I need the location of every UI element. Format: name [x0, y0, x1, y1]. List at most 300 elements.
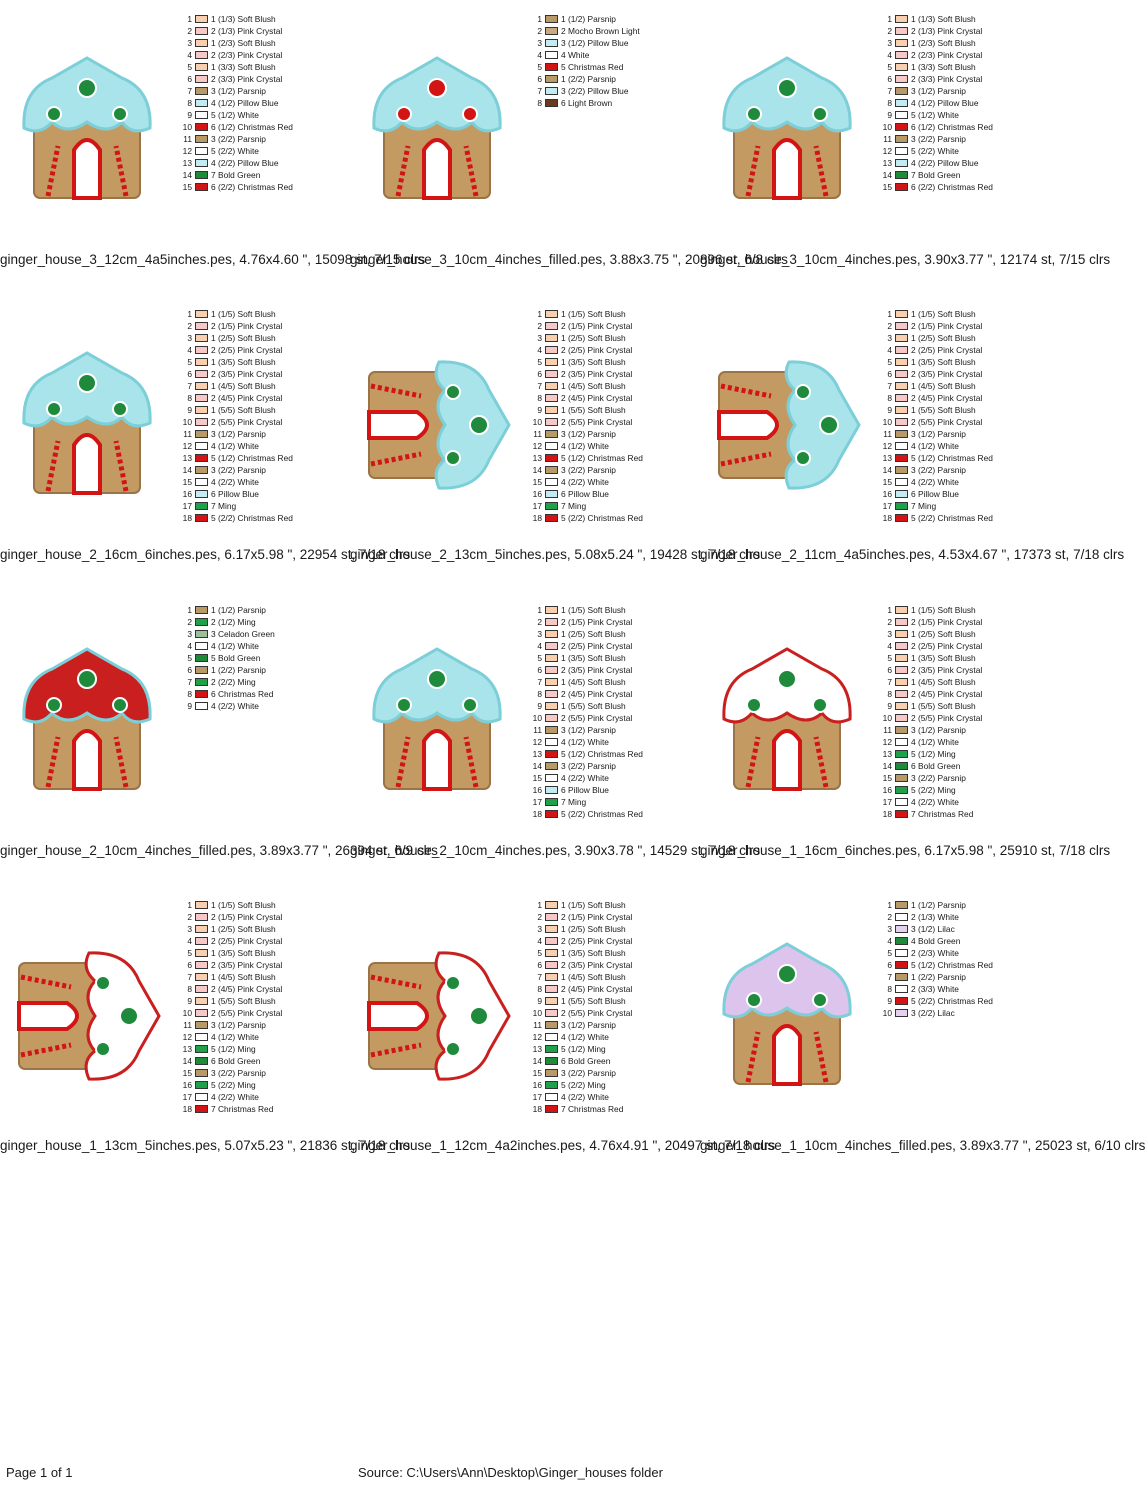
thread-label: 6 Pillow Blue [561, 489, 609, 499]
thread-color-swatch [895, 135, 908, 143]
thread-number: 6 [887, 665, 892, 675]
thread-color-swatch [895, 774, 908, 782]
thread-number: 13 [532, 1044, 542, 1054]
thread-number: 7 [187, 677, 192, 687]
thread-row [880, 133, 1045, 145]
thread-color-swatch [545, 913, 558, 921]
thread-label: 1 (1/2) Parsnip [211, 605, 266, 615]
thread-label: 3 (2/2) Parsnip [561, 465, 616, 475]
thread-label: 7 Ming [211, 501, 237, 511]
thread-color-swatch [895, 642, 908, 650]
thread-color-swatch [195, 1093, 208, 1101]
thread-label: 2 (2/5) Pink Crystal [211, 936, 283, 946]
thread-label: 5 (2/2) Ming [911, 785, 956, 795]
design-cell-6 [700, 295, 1125, 590]
thread-label: 2 (2/3) White [911, 948, 959, 958]
thread-number: 15 [182, 477, 192, 487]
thread-row [530, 676, 695, 688]
thread-color-swatch [895, 514, 908, 522]
thread-row [880, 736, 1045, 748]
thread-color-swatch [195, 1069, 208, 1077]
thread-color-swatch [895, 618, 908, 626]
thread-number: 17 [532, 797, 542, 807]
thread-number: 6 [537, 369, 542, 379]
thread-row [880, 724, 1045, 736]
thread-number: 4 [887, 936, 892, 946]
design-caption: ginger_house_2_10cm_4inches.pes, 3.90x3.78 ", 14529 st, 7/18 clrs [350, 843, 761, 858]
thread-label: 3 (1/2) Parsnip [561, 429, 616, 439]
thread-number: 10 [182, 1008, 192, 1018]
thread-color-swatch [545, 382, 558, 390]
thread-number: 6 [187, 74, 192, 84]
thread-row [180, 1007, 345, 1019]
thread-label: 5 (2/2) Christmas Red [211, 513, 293, 523]
thread-number: 5 [187, 948, 192, 958]
design-thumbnail [12, 641, 162, 801]
thread-row [880, 796, 1045, 808]
thread-legend [530, 13, 695, 109]
thread-row [530, 724, 695, 736]
thread-row [880, 440, 1045, 452]
thread-number: 3 [537, 629, 542, 639]
thread-number: 9 [537, 701, 542, 711]
thread-color-swatch [545, 810, 558, 818]
thread-row [530, 332, 695, 344]
thread-label: 4 (2/2) White [911, 477, 959, 487]
thread-label: 1 (3/5) Soft Blush [211, 357, 276, 367]
thread-row [530, 616, 695, 628]
design-thumbnail [712, 641, 862, 801]
thread-row [530, 640, 695, 652]
thread-row [880, 652, 1045, 664]
thread-color-swatch [895, 726, 908, 734]
thread-label: 6 Bold Green [211, 1056, 261, 1066]
thread-label: 1 (5/5) Soft Blush [561, 996, 626, 1006]
thread-label: 4 (2/2) White [911, 797, 959, 807]
thread-label: 2 (1/3) Pink Crystal [211, 26, 283, 36]
thread-number: 7 [537, 381, 542, 391]
thread-row [530, 1007, 695, 1019]
thread-label: 1 (3/3) Soft Blush [911, 62, 976, 72]
design-cell-12 [700, 886, 1145, 1181]
thread-legend [880, 13, 1045, 193]
thread-label: 1 (1/5) Soft Blush [211, 309, 276, 319]
thread-label: 1 (1/3) Soft Blush [211, 14, 276, 24]
thread-label: 4 White [561, 50, 590, 60]
thread-color-swatch [545, 973, 558, 981]
thread-label: 1 (1/5) Soft Blush [911, 605, 976, 615]
thread-color-swatch [545, 642, 558, 650]
thread-row [880, 85, 1045, 97]
thread-number: 11 [533, 1020, 542, 1030]
thread-label: 7 Ming [561, 797, 587, 807]
thread-number: 2 [187, 321, 192, 331]
thread-color-swatch [195, 997, 208, 1005]
thread-row [530, 416, 695, 428]
thread-label: 6 (2/2) Christmas Red [211, 182, 293, 192]
thread-number: 13 [182, 453, 192, 463]
thread-label: 7 Christmas Red [211, 1104, 274, 1114]
thread-label: 2 (3/5) Pink Crystal [211, 960, 283, 970]
thread-number: 17 [532, 1092, 542, 1102]
thread-color-swatch [895, 322, 908, 330]
thread-label: 1 (2/5) Soft Blush [211, 924, 276, 934]
thread-color-swatch [545, 51, 558, 59]
thread-number: 12 [532, 1032, 542, 1042]
thread-row [530, 464, 695, 476]
thread-color-swatch [545, 1081, 558, 1089]
thread-row [180, 1103, 345, 1115]
thread-number: 13 [532, 749, 542, 759]
thread-label: 2 (1/5) Pink Crystal [911, 617, 983, 627]
thread-number: 12 [182, 146, 192, 156]
thread-label: 2 (1/5) Pink Crystal [561, 912, 633, 922]
thread-label: 4 (2/2) White [561, 1092, 609, 1102]
design-thumbnail [12, 936, 162, 1096]
thread-row [180, 320, 345, 332]
thread-color-swatch [545, 1033, 558, 1041]
thread-row [880, 748, 1045, 760]
thread-color-swatch [895, 654, 908, 662]
thread-number: 7 [887, 381, 892, 391]
thread-color-swatch [545, 490, 558, 498]
thread-row [880, 676, 1045, 688]
thread-color-swatch [545, 702, 558, 710]
thread-row [880, 604, 1045, 616]
thread-number: 15 [532, 1068, 542, 1078]
thread-color-swatch [545, 961, 558, 969]
thread-label: 4 (2/2) White [561, 477, 609, 487]
thread-color-swatch [895, 39, 908, 47]
thread-color-swatch [895, 1009, 908, 1017]
thread-label: 7 Bold Green [211, 170, 261, 180]
thread-row [880, 37, 1045, 49]
thread-color-swatch [545, 654, 558, 662]
thread-row [880, 688, 1045, 700]
thread-number: 5 [187, 653, 192, 663]
thread-label: 1 (1/5) Soft Blush [561, 309, 626, 319]
thread-number: 14 [182, 170, 192, 180]
thread-number: 18 [882, 809, 892, 819]
thread-number: 6 [887, 960, 892, 970]
thread-number: 3 [887, 924, 892, 934]
thread-number: 16 [182, 1080, 192, 1090]
thread-color-swatch [895, 147, 908, 155]
thread-number: 9 [887, 701, 892, 711]
thread-label: 4 (1/2) White [911, 737, 959, 747]
thread-number: 16 [532, 785, 542, 795]
thread-number: 6 [537, 665, 542, 675]
thread-number: 1 [887, 605, 892, 615]
thread-color-swatch [895, 606, 908, 614]
thread-color-swatch [545, 346, 558, 354]
thread-row [530, 712, 695, 724]
thread-number: 9 [537, 405, 542, 415]
thread-label: 1 (5/5) Soft Blush [911, 405, 976, 415]
thread-label: 3 (1/2) Parsnip [911, 725, 966, 735]
thread-label: 2 (1/5) Pink Crystal [211, 321, 283, 331]
thread-row [180, 959, 345, 971]
thread-color-swatch [195, 382, 208, 390]
thread-label: 1 (1/3) Soft Blush [911, 14, 976, 24]
thread-color-swatch [545, 1057, 558, 1065]
thread-legend [880, 604, 1045, 820]
thread-label: 4 (2/2) White [211, 1092, 259, 1102]
thread-color-swatch [895, 478, 908, 486]
thread-row [880, 157, 1045, 169]
thread-number: 3 [887, 629, 892, 639]
thread-label: 4 (1/2) White [211, 641, 259, 651]
thread-legend [880, 308, 1045, 524]
thread-label: 2 (4/5) Pink Crystal [211, 984, 283, 994]
thread-number: 3 [887, 38, 892, 48]
thread-number: 5 [187, 357, 192, 367]
thread-number: 5 [537, 948, 542, 958]
thread-label: 2 (4/5) Pink Crystal [561, 984, 633, 994]
thread-row [180, 1019, 345, 1031]
thread-number: 10 [882, 417, 892, 427]
thread-label: 1 (4/5) Soft Blush [561, 381, 626, 391]
thread-label: 2 (3/5) Pink Crystal [911, 369, 983, 379]
thread-label: 5 (1/2) Christmas Red [561, 749, 643, 759]
thread-number: 2 [887, 26, 892, 36]
thread-label: 6 Bold Green [561, 1056, 611, 1066]
thread-number: 2 [187, 912, 192, 922]
thread-number: 8 [887, 98, 892, 108]
thread-row [880, 356, 1045, 368]
thread-color-swatch [195, 901, 208, 909]
thread-row [530, 652, 695, 664]
thread-label: 2 (3/5) Pink Crystal [561, 665, 633, 675]
thread-number: 5 [187, 62, 192, 72]
thread-row [880, 983, 1045, 995]
thread-row [180, 428, 345, 440]
thread-number: 5 [887, 62, 892, 72]
thread-row [530, 73, 695, 85]
thread-row [180, 971, 345, 983]
thread-color-swatch [895, 454, 908, 462]
thread-label: 6 Light Brown [561, 98, 613, 108]
thread-color-swatch [895, 442, 908, 450]
thread-color-swatch [545, 322, 558, 330]
thread-number: 17 [882, 501, 892, 511]
thread-color-swatch [545, 466, 558, 474]
thread-row [880, 109, 1045, 121]
thread-label: 4 (1/2) Pillow Blue [911, 98, 979, 108]
thread-label: 2 (2/5) Pink Crystal [211, 345, 283, 355]
thread-label: 3 (1/2) Lilac [911, 924, 955, 934]
thread-row [180, 700, 345, 712]
thread-number: 3 [187, 629, 192, 639]
thread-number: 12 [882, 146, 892, 156]
thread-color-swatch [895, 466, 908, 474]
thread-number: 4 [537, 345, 542, 355]
thread-color-swatch [195, 1021, 208, 1029]
thread-row [180, 404, 345, 416]
thread-label: 1 (2/3) Soft Blush [911, 38, 976, 48]
thread-color-swatch [195, 1057, 208, 1065]
thread-number: 9 [187, 701, 192, 711]
thread-number: 13 [882, 453, 892, 463]
thread-label: 7 Ming [561, 501, 587, 511]
thread-number: 8 [537, 689, 542, 699]
design-cell-8 [350, 591, 761, 886]
thread-row [880, 476, 1045, 488]
thread-label: 5 (2/2) Christmas Red [561, 513, 643, 523]
design-caption: ginger_house_1_12cm_4a2inches.pes, 4.76x4.91 ", 20497 st, 7/18 clrs [350, 1138, 776, 1153]
thread-color-swatch [895, 502, 908, 510]
thread-label: 5 (1/2) White [211, 110, 259, 120]
thread-number: 6 [187, 369, 192, 379]
thread-label: 2 (1/3) White [911, 912, 959, 922]
thread-color-swatch [195, 1081, 208, 1089]
thread-row [530, 13, 695, 25]
thread-color-swatch [545, 406, 558, 414]
thread-row [180, 169, 345, 181]
thread-row [180, 500, 345, 512]
thread-number: 14 [882, 465, 892, 475]
thread-label: 3 Celadon Green [211, 629, 275, 639]
thread-number: 2 [887, 617, 892, 627]
thread-row [180, 308, 345, 320]
thread-label: 5 (1/2) Christmas Red [911, 453, 993, 463]
thread-label: 3 (2/2) Parsnip [911, 134, 966, 144]
design-cell-2 [350, 0, 788, 295]
thread-color-swatch [895, 159, 908, 167]
thread-color-swatch [545, 949, 558, 957]
thread-color-swatch [545, 430, 558, 438]
thread-legend [180, 308, 345, 524]
thread-number: 10 [182, 417, 192, 427]
thread-color-swatch [195, 334, 208, 342]
thread-color-swatch [895, 346, 908, 354]
thread-label: 1 (5/5) Soft Blush [211, 996, 276, 1006]
thread-label: 7 Christmas Red [561, 1104, 624, 1114]
thread-color-swatch [195, 478, 208, 486]
thread-number: 11 [883, 134, 892, 144]
thread-color-swatch [545, 478, 558, 486]
thread-color-swatch [545, 678, 558, 686]
thread-color-swatch [895, 406, 908, 414]
thread-number: 13 [882, 749, 892, 759]
thread-row [880, 899, 1045, 911]
thread-row [530, 308, 695, 320]
thread-label: 4 (2/2) White [211, 701, 259, 711]
thread-number: 11 [183, 1020, 192, 1030]
thread-label: 4 (2/2) White [211, 477, 259, 487]
thread-row [530, 748, 695, 760]
thread-label: 6 (1/2) Christmas Red [911, 122, 993, 132]
thread-label: 1 (2/2) Parsnip [561, 74, 616, 84]
thread-color-swatch [545, 985, 558, 993]
thread-number: 7 [537, 677, 542, 687]
thread-label: 1 (2/5) Soft Blush [561, 924, 626, 934]
thread-label: 7 Christmas Red [911, 809, 974, 819]
thread-row [180, 911, 345, 923]
design-cell-7 [0, 591, 438, 886]
thread-number: 10 [182, 122, 192, 132]
thread-row [180, 121, 345, 133]
thread-number: 2 [537, 26, 542, 36]
thread-color-swatch [895, 382, 908, 390]
thread-row [880, 640, 1045, 652]
thread-row [530, 488, 695, 500]
thread-number: 3 [187, 38, 192, 48]
thread-color-swatch [195, 430, 208, 438]
thread-label: 2 (5/5) Pink Crystal [561, 1008, 633, 1018]
thread-color-swatch [895, 183, 908, 191]
thread-row [530, 1079, 695, 1091]
thread-label: 1 (2/3) Soft Blush [211, 38, 276, 48]
thread-label: 4 (2/2) Pillow Blue [211, 158, 279, 168]
thread-color-swatch [895, 111, 908, 119]
thread-number: 8 [887, 689, 892, 699]
thread-color-swatch [545, 1009, 558, 1017]
thread-label: 1 (5/5) Soft Blush [211, 405, 276, 415]
thread-row [880, 628, 1045, 640]
thread-label: 5 (1/2) Ming [211, 1044, 256, 1054]
thread-label: 1 (3/3) Soft Blush [211, 62, 276, 72]
thread-row [530, 380, 695, 392]
thread-label: 2 (4/5) Pink Crystal [561, 393, 633, 403]
thread-color-swatch [195, 183, 208, 191]
thread-row [880, 512, 1045, 524]
thread-label: 5 (2/2) White [211, 146, 259, 156]
thread-label: 2 (5/5) Pink Crystal [211, 1008, 283, 1018]
thread-color-swatch [195, 310, 208, 318]
thread-label: 2 (1/2) Ming [211, 617, 256, 627]
thread-label: 5 Christmas Red [561, 62, 624, 72]
thread-color-swatch [195, 502, 208, 510]
thread-color-swatch [195, 346, 208, 354]
thread-color-swatch [545, 63, 558, 71]
thread-label: 2 (5/5) Pink Crystal [561, 417, 633, 427]
thread-color-swatch [895, 63, 908, 71]
thread-number: 9 [187, 405, 192, 415]
thread-color-swatch [895, 666, 908, 674]
thread-row [180, 157, 345, 169]
thread-label: 2 (3/3) Pink Crystal [211, 74, 283, 84]
thread-color-swatch [545, 786, 558, 794]
thread-color-swatch [195, 985, 208, 993]
design-thumbnail [362, 641, 512, 801]
thread-row [180, 476, 345, 488]
thread-label: 4 (2/2) White [561, 773, 609, 783]
thread-number: 1 [537, 605, 542, 615]
thread-color-swatch [195, 702, 208, 710]
thread-label: 2 (1/5) Pink Crystal [561, 617, 633, 627]
thread-row [530, 452, 695, 464]
thread-row [880, 332, 1045, 344]
thread-color-swatch [545, 618, 558, 626]
thread-row [880, 145, 1045, 157]
thread-color-swatch [895, 27, 908, 35]
thread-number: 7 [537, 972, 542, 982]
thread-label: 2 (1/5) Pink Crystal [211, 912, 283, 922]
thread-label: 3 (1/2) Pillow Blue [561, 38, 629, 48]
thread-color-swatch [545, 798, 558, 806]
thread-number: 15 [882, 477, 892, 487]
thread-row [530, 604, 695, 616]
thread-label: 5 (2/2) White [911, 146, 959, 156]
thread-color-swatch [195, 63, 208, 71]
thread-number: 14 [532, 761, 542, 771]
thread-row [180, 73, 345, 85]
thread-number: 4 [537, 641, 542, 651]
thread-label: 3 (1/2) Parsnip [211, 429, 266, 439]
thread-color-swatch [895, 51, 908, 59]
thread-row [880, 49, 1045, 61]
